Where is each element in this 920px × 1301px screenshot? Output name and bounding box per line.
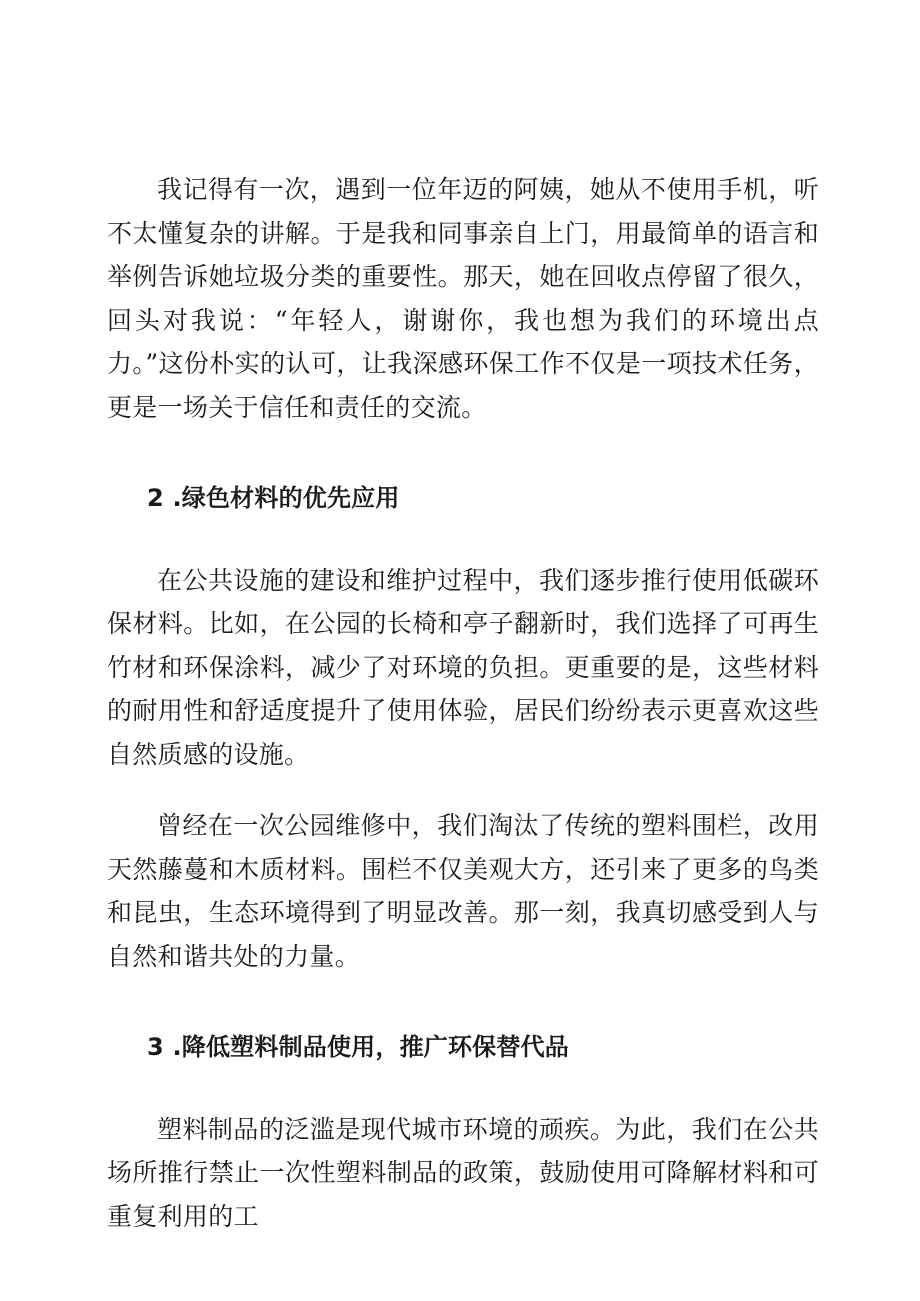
spacer — [107, 776, 819, 804]
spacer — [107, 429, 819, 477]
paragraph-plastic-policy: 塑料制品的泛滥是现代城市环境的顽疾。为此，我们在公共场所推行禁止一次性塑料制品的政策，鼓励使用可降解材料和可重复利用的工 — [107, 1114, 819, 1231]
spacer — [107, 978, 819, 1026]
section-heading-green-materials: 2 .绿色材料的优先应用 — [147, 484, 400, 512]
document-body — [107, 168, 819, 1238]
section-heading-reduce-plastic: 3 .降低塑料制品使用，推广环保替代品 — [147, 1033, 569, 1061]
spacer — [107, 1070, 819, 1108]
spacer — [107, 521, 819, 559]
paragraph-low-carbon-materials: 在公共设施的建设和维护过程中，我们逐步推行使用低碳环保材料。比如，在公园的长椅和亭子翻新时，我们选择了可再生竹材和环保涂料，减少了对环境的负担。更重要的是，这些材料的耐用性和舒适度提升了使用体验，居民们纷纷表示更喜欢这些自然质感的设施。 — [107, 565, 819, 769]
paragraph-elderly-auntie-story: 我记得有一次，遇到一位年迈的阿姨，她从不使用手机，听不太懂复杂的讲解。于是我和同事亲自上门，用最简单的语言和举例告诉她垃圾分类的重要性。那天，她在回收点停留了很久，回头对我说：“年轻人，谢谢你，我也想为我们的环境出点力。”这份朴实的认可，让我深感环保工作不仅是一项技术任务，更是一场关于信任和责任的交流。 — [107, 175, 819, 422]
paragraph-park-fence-story: 曾经在一次公园维修中，我们淘汰了传统的塑料围栏，改用天然藤蔓和木质材料。围栏不仅美观大方，还引来了更多的鸟类和昆虫，生态环境得到了明显改善。那一刻，我真切感受到人与自然和谐共处的力量。 — [107, 811, 819, 971]
